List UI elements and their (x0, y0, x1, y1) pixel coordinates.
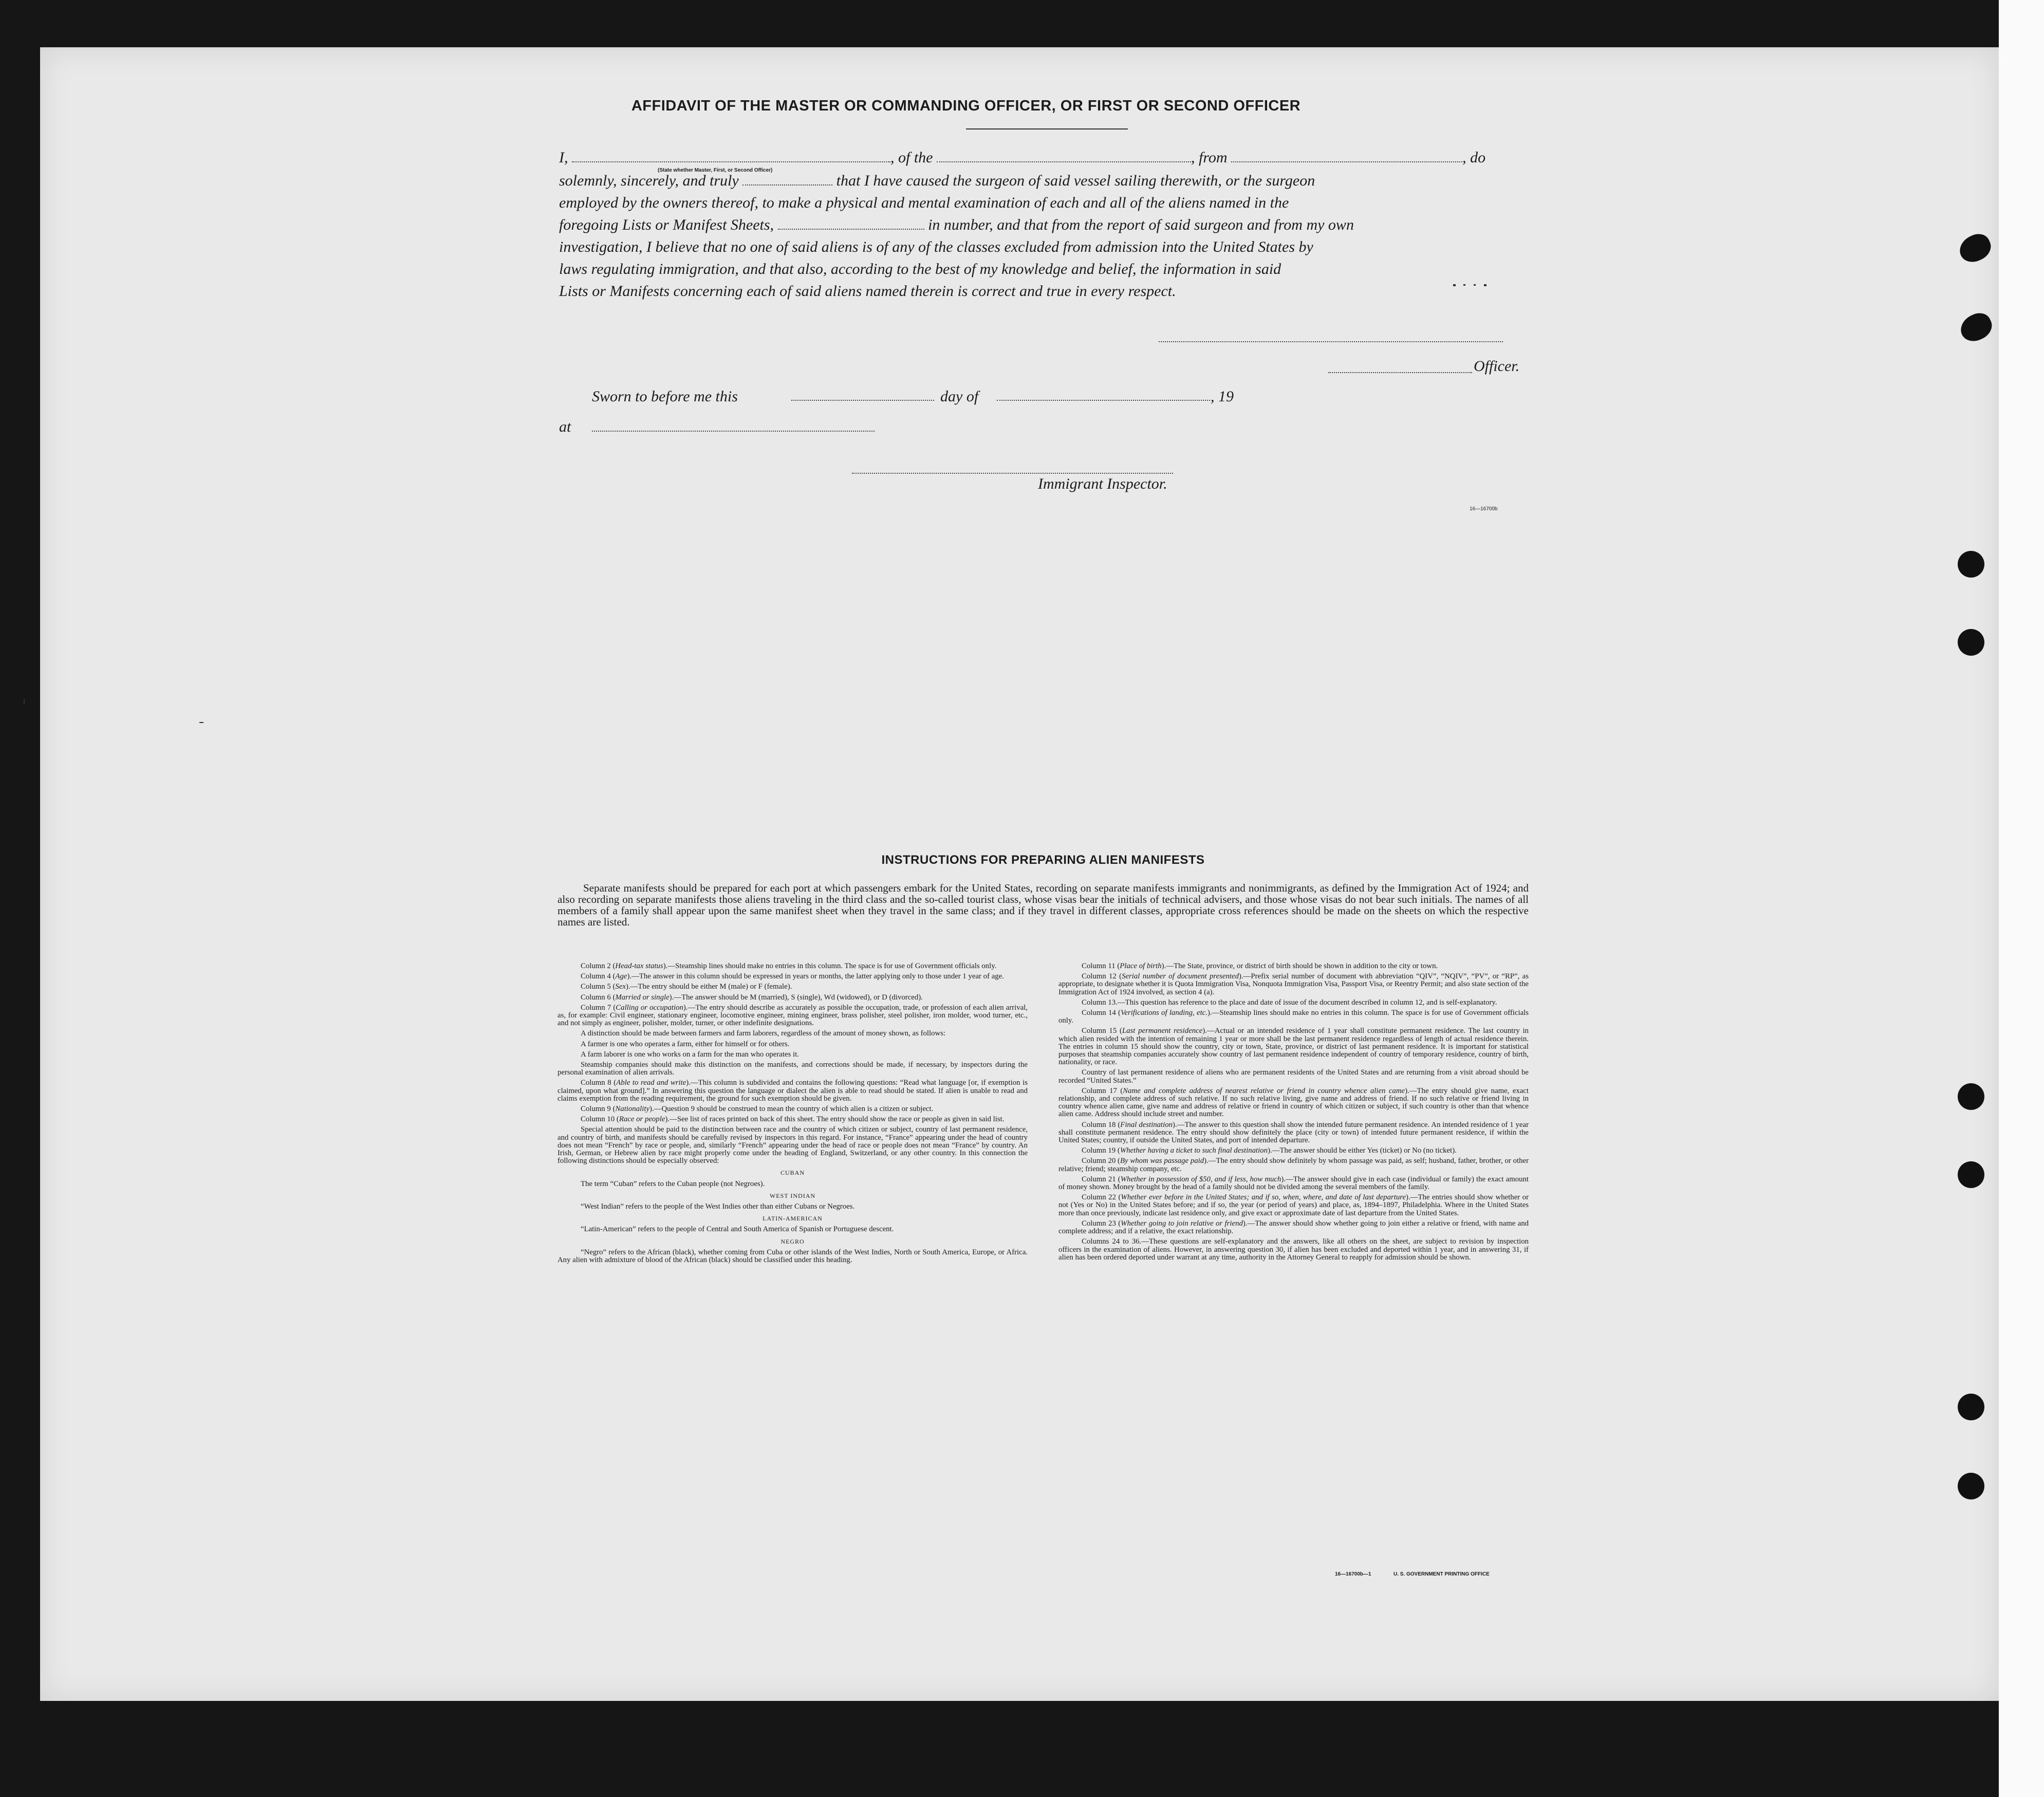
officer-signature-line[interactable] (1159, 340, 1503, 342)
instr-latin-american: “Latin-American” refers to the people of Central and South America of Spanish or Portuguese descent. (581, 1225, 894, 1234)
instr-column-2: Column 2 (Head-tax status).—Steamship lines should make no entries in this column. The space is for use of Government officials only. (581, 962, 997, 970)
instructions-left-column (558, 962, 1028, 1267)
instr-column-11: Column 11 (Place of birth).—The State, province, or district of birth should be shown in addition to the city or town. (1082, 962, 1438, 970)
instr-column-14: Column 14 (Verifications of landing, etc.).—Steamship lines should make no entries in this column. The space is for use of Government officials only. (1058, 1009, 1529, 1025)
instr-steamship: Steamship companies should make this distinction on the manifests, and corrections should be made, if necessary, by inspectors during the personal examination of alien arrivals. (558, 1061, 1028, 1077)
text-surgeon: that I have caused the surgeon of said vessel sailing therewith, or the surgeon (836, 172, 1315, 189)
scan-speck (199, 722, 203, 723)
text-of-the: , of the (890, 149, 933, 166)
instr-column-8: Column 8 (Able to read and write).—This column is subdivided and contains the following questions: “Read what language [or, if exemption is claimed, upon what ground].” In answering this question the language or dialect the alien is able to read should be stated. If alien is unable to read and claims exemption from the reading requirement, the ground for such exemption should be given. (558, 1079, 1028, 1103)
text-from: , from (1191, 149, 1228, 166)
instr-column-17: Column 17 (Name and complete address of nearest relative or friend in country whence alien came).—The entry should give name, exact relationship, and complete address of such relative. If no such relative living, give name and address of friend. If no such relative or friend living in country whence alien came, give name and address of relative or friend in country of which citizen or subject, if such country is other than that whence alien came. Address should include street and number. (1058, 1086, 1529, 1119)
instr-column-22: Column 22 (Whether ever before in the United States; and if so, when, where, and date of last departure).—The entries should show whether or not (Yes or No) in the United States before; and if so, the year (or period of years) and place, as, 1894–1897, Philadelphia. Where in the United States more than once previously, indicate last residence only, and give exact or approximate date of last departure from the United States. (1058, 1193, 1529, 1217)
inspector-label: Immigrant Inspector. (1038, 475, 1167, 492)
inspector-signature-line[interactable] (852, 472, 1173, 474)
sworn-day-field[interactable] (791, 399, 934, 401)
instr-column-20: Column 20 (By whom was passage paid).—The entry should show definitely by whom passage was paid, as self; husband, father, brother, or other relative; friend; steamship company, etc. (1058, 1157, 1529, 1173)
affidavit-line-5: investigation, I believe that no one of said aliens is of any of the classes excluded from admission into the United States by (559, 238, 1313, 255)
at-label: at (559, 418, 571, 435)
instr-farmer: A farmer is one who operates a farm, either for himself or for others. (581, 1040, 790, 1048)
scan-right-margin (1999, 0, 2044, 1797)
affidavit-line-7: Lists or Manifests concerning each of said aliens named therein is correct and true in every respect. (559, 283, 1176, 300)
departure-port-field[interactable] (1231, 151, 1462, 162)
text-in-number: in number, and that from the report of said surgeon and from my own (928, 216, 1354, 233)
instr-column-5: Column 5 (Sex).—The entry should be either M (male) or F (female). (581, 983, 792, 991)
rank-field-note: (State whether Master, First, or Second Officer) (658, 168, 773, 173)
vessel-name-field[interactable] (937, 151, 1191, 162)
instr-column-19: Column 19 (Whether having a ticket to such final destination).—The answer should be either Yes (ticket) or No (no ticket). (1082, 1146, 1457, 1155)
heading-latin-american: LATIN-AMERICAN (763, 1215, 823, 1222)
affidavit-line-3: employed by the owners thereof, to make a physical and mental examination of each and all of the aliens named in the (559, 194, 1289, 211)
affidavit-line-2 (559, 172, 1531, 190)
manifest-count-field[interactable] (778, 218, 924, 230)
instr-column-6: Column 6 (Married or single).—The answer should be M (married), S (single), Wd (widowed), or D (divorced). (581, 993, 923, 1002)
instr-cuban: The term “Cuban” refers to the Cuban people (not Negroes). (581, 1179, 765, 1188)
instr-west-indian: “West Indian” refers to the people of the West Indies other than either Cubans or Negroes. (581, 1202, 855, 1211)
heading-west-indian: WEST INDIAN (769, 1192, 816, 1199)
instr-column-21: Column 21 (Whether in possession of $50, and if less, how much).—The answer should give in each case (individual or family) the exact amount of money shown. Money brought by the head of a family should not be divided among the several members of the family. (1058, 1175, 1529, 1192)
heading-cuban: CUBAN (780, 1169, 805, 1177)
sworn-month-field[interactable] (997, 399, 1210, 401)
officer-rank-field[interactable] (572, 151, 890, 162)
text-do: , do (1462, 149, 1486, 166)
instr-negro: “Negro” refers to the African (black), whether coming from Cuba or other islands of the West Indies, North or South America, Europe, or Africa. Any alien with admixture of blood of the African (black) should be classified under this heading. (558, 1248, 1028, 1265)
text-i: I, (559, 149, 568, 166)
instr-column-9: Column 9 (Nationality).—Question 9 should be construed to mean the country of which alien is a citizen or subject. (581, 1105, 934, 1114)
instr-country-last: Country of last permanent residence of aliens who are permanent residents of the United States and are returning from a visit abroad should be recorded “United States.” (1058, 1068, 1529, 1085)
instr-column-18: Column 18 (Final destination).—The answer to this question shall show the intended future permanent residence. An intended residence of 1 year shall constitute permanent residence. The entry should show definitely the place (city or town) of intended future permanent residence, if within the United States; country, if outside the United States, and port of intended departure. (1058, 1120, 1529, 1145)
officer-title-line[interactable] (1328, 371, 1472, 373)
printing-office-credit: U. S. GOVERNMENT PRINTING OFFICE (1393, 1571, 1490, 1577)
instr-special: Special attention should be paid to the distinction between race and the country of which citizen or subject, country of last permanent residence, and country of birth, and manifests should be carefully revised by inspectors in this regard. For instance, “France” appearing under the head of country does not mean “French” by race or people, and, similarly “French” appearing under the head of race or people does not mean “France” by country. An Irish, German, or Hebrew alien by race might properly come under the heading of England, Switzerland, or any other country. In this connection the following distinctions should be especially observed: (558, 1125, 1028, 1165)
instr-column-4: Column 4 (Age).—The answer in this column should be expressed in years or months, the latter applying only to those under 1 year of age. (581, 972, 1004, 981)
instr-column-10: Column 10 (Race or people).—See list of races printed on back of this sheet. The entry should show the race or people as given in said list. (581, 1115, 1005, 1124)
instr-column-23: Column 23 (Whether going to join relative or friend).—The answer should show whether going to join either a relative or friend, with name and complete address; and if a relative, the exact relationship. (1058, 1219, 1529, 1236)
title-rule (966, 128, 1128, 129)
punch-hole (1958, 1083, 1984, 1110)
oath-manner-field[interactable] (742, 174, 832, 186)
intro-text: Separate manifests should be prepared for each port at which passengers embark for the United States, recording on separate manifests immigrants and nonimmigrants, as defined by the Immigration Act of 1924; and also recording on separate manifests those aliens traveling in the third class and the so-called tourist class, whose visas bear the initials of technical advisers, and those whose visas do not bear such initials. The names of all members of a family shall appear upon the same manifest sheet when they travel in the same class; and if they travel in different classes, appropriate cross references should be made on the sheets on which the respective names are listed. (558, 882, 1529, 928)
instr-columns-24-36: Columns 24 to 36.—These questions are self-explanatory and the answers, like all others on the sheet, are subject to revision by inspection officers in the examination of aliens. However, in answering question 30, if alien has been excluded and deported within 1 year, and in answering 31, if alien has been ordered deported under warrant at any time, authority in the Attorney General to reapply for admission should be shown. (1058, 1237, 1529, 1262)
instructions-form-code: 16—16700b—1 (1335, 1571, 1371, 1577)
sworn-place-field[interactable] (592, 430, 875, 432)
text-foregoing: foregoing Lists or Manifest Sheets, (559, 216, 774, 233)
affidavit-form-code: 16—16700b (1470, 506, 1498, 512)
text-solemnly: solemnly, sincerely, and truly (559, 172, 739, 189)
punch-hole (1958, 629, 1984, 656)
instr-laborer: A farm laborer is one who works on a farm for the man who operates it. (581, 1050, 799, 1059)
affidavit-line-4 (559, 216, 1531, 234)
instructions-right-column (1058, 962, 1529, 1264)
instr-column-12: Column 12 (Serial number of document presented).—Prefix serial number of document with abbreviation “QIV”, “NQIV”, “PV”, or “RP”, as appropriate, to designate whether it is Quota Immigration Visa, Nonquota Immigration Visa, Passport Visa, or Reentry Permit; and also state section of the Immigration Act of 1924 involved, as section 4 (a). (1058, 972, 1529, 996)
instr-column-13: Column 13.—This question has reference to the place and date of issue of the document described in column 12, and is self-explanatory. (1082, 998, 1497, 1007)
affidavit-title: AFFIDAVIT OF THE MASTER OR COMMANDING OFFICER, OR FIRST OR SECOND OFFICER (631, 98, 1301, 114)
affidavit-line-1 (559, 149, 1531, 166)
instructions-intro (558, 882, 1529, 928)
instr-column-15: Column 15 (Last permanent residence).—Actual or an intended residence of 1 year shall constitute permanent residence. The last country in which alien resided with the intention of remaining 1 year or more shall be the last permanent residence regardless of length of actual residence therein. The entries in column 15 should show the country, city or town, State, province, or district of last permanent residence. It is important for statistical purposes that steamship companies accurately show country of last permanent residence independent of country of temporary residence, country of birth, nationality, or race. (1058, 1027, 1529, 1067)
instr-column-7: Column 7 (Calling or occupation).—The entry should describe as accurately as possible the occupation, trade, or profession of each alien arrival, as, for example: Civil engineer, stationary engineer, locomotive engineer, mining engineer, brass polisher, steel polisher, iron molder, wood turner, etc., and not simply as engineer, polisher, molder, turner, or other indefinite designations. (558, 1003, 1028, 1028)
punch-hole (1958, 1161, 1984, 1188)
sworn-label: Sworn to before me this (592, 388, 738, 405)
heading-negro: NEGRO (781, 1237, 805, 1245)
instructions-title: INSTRUCTIONS FOR PREPARING ALIEN MANIFESTS (881, 853, 1205, 867)
scan-speck (24, 699, 25, 704)
instr-distinction: A distinction should be made between farmers and farm laborers, regardless of the amount of money shown, as follows: (581, 1029, 946, 1038)
punch-hole (1958, 1473, 1984, 1499)
day-of-label: day of (940, 388, 979, 405)
punch-hole (1958, 551, 1984, 578)
affidavit-line-6: laws regulating immigration, and that also, according to the best of my knowledge and belief, the information in said (559, 261, 1281, 277)
year-label: , 19 (1211, 388, 1234, 405)
officer-label: Officer. (1474, 358, 1520, 375)
punch-hole (1958, 1394, 1984, 1420)
